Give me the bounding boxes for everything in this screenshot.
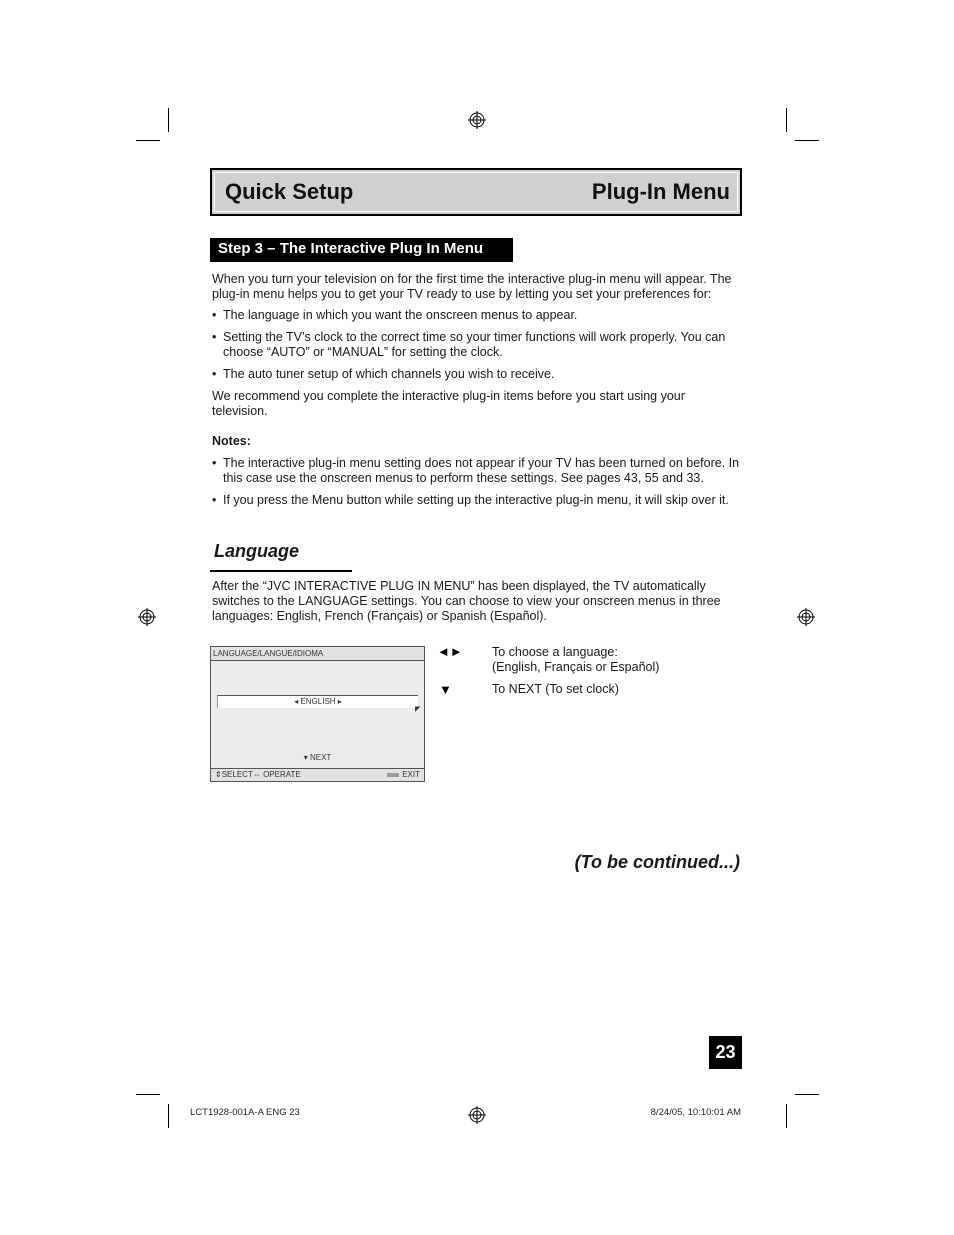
instruction-choose-language [492, 645, 659, 675]
language-paragraph: After the “JVC INTERACTIVE PLUG IN MENU” has been displayed, the TV automatically switches to the LANGUAGE settings. You can choose to view your onscreen menus in three languages: English, French (Français) or Spanish (Español). [212, 579, 721, 623]
arrow-right-icon: ▸ [337, 697, 342, 706]
osd-footer-left [215, 770, 301, 779]
crop-mark [795, 1094, 819, 1095]
instruction-line: (English, Français or Español) [492, 660, 660, 674]
notes-title: Notes: [212, 434, 251, 448]
registration-mark-icon [138, 608, 156, 626]
osd-screen [210, 646, 425, 782]
footer-right: 8/24/05, 10:10:01 AM [650, 1107, 741, 1118]
left-right-arrows-icon: ◄► [437, 644, 463, 659]
menu-button-icon [387, 773, 399, 777]
down-arrow-icon: ▼ [439, 682, 452, 697]
arrow-up-down-icon: ⇕ [215, 770, 222, 779]
osd-titlebar [211, 647, 424, 661]
osd-footer [211, 768, 424, 781]
crop-mark [795, 140, 819, 141]
instruction-next [492, 682, 619, 697]
osd-footer-select: SELECT [221, 770, 253, 779]
crop-mark [168, 1104, 169, 1128]
osd-footer-operate: OPERATE [263, 770, 301, 779]
crop-mark [168, 108, 169, 132]
bullet-text: The auto tuner setup of which channels you wish to receive. [223, 367, 555, 381]
bullet-dot: • [212, 367, 217, 381]
osd-next [211, 753, 424, 762]
bullet-text: The language in which you want the onscreen menus to appear. [223, 308, 578, 322]
crop-mark [786, 1104, 787, 1128]
note-text: If you press the Menu button while setting up the interactive plug-in menu, it will skip over it. [223, 493, 729, 507]
bullet-dot: • [212, 493, 217, 507]
bullet-dot: • [212, 330, 217, 344]
step-banner: Step 3 – The Interactive Plug In Menu [210, 238, 513, 262]
instruction-line: To choose a language: [492, 645, 618, 659]
instruction-line: To NEXT (To set clock) [492, 682, 619, 696]
bullet-dot: • [212, 308, 217, 322]
osd-selected-language: ENGLISH [300, 697, 336, 706]
section-rule [210, 570, 352, 572]
osd-next-label: NEXT [309, 753, 332, 762]
page-number: 23 [709, 1036, 742, 1069]
header-left-title: Quick Setup [225, 179, 354, 204]
intro-paragraph: When you turn your television on for the first time the interactive plug-in menu will appear. The plug-in menu helps you to get your TV ready to use by letting you set your preferences for: [212, 272, 732, 301]
arrow-left-right-icon: ⇔ [252, 770, 261, 779]
arrow-left-icon: ◂ [294, 697, 299, 706]
osd-footer-exit: EXIT [402, 770, 420, 779]
section-title-language: Language [214, 541, 300, 561]
note-text: The interactive plug-in menu setting does not appear if your TV has been turned on before. In this case use the onscreen menus to perform these settings. See pages 43, 55 and 33. [223, 456, 740, 485]
osd-title: LANGUAGE/LANGUE/IDIOMA [213, 649, 324, 658]
registration-mark-icon [468, 1106, 486, 1124]
recommend-paragraph: We recommend you complete the interactive plug-in items before you start using your television. [212, 389, 685, 418]
footer-left: LCT1928-001A-A ENG 23 [190, 1107, 300, 1118]
header-right-title: Plug-In Menu [591, 179, 730, 204]
crop-mark [786, 108, 787, 132]
bullet-text: Setting the TV’s clock to the correct time so your timer functions will work properly. You can choose “AUTO” or “MANUAL” for setting the clock. [223, 330, 726, 359]
bullet-dot: • [212, 456, 217, 470]
crop-mark [136, 140, 160, 141]
page-header [210, 168, 742, 216]
arrow-down-icon: ▾ [303, 753, 308, 762]
registration-mark-icon [468, 111, 486, 129]
registration-mark-icon [797, 608, 815, 626]
to-be-continued: (To be continued...) [574, 852, 740, 872]
cursor-icon: ◤ [415, 706, 421, 713]
osd-language-selector [217, 695, 418, 708]
osd-footer-right [387, 770, 420, 779]
crop-mark [136, 1094, 160, 1095]
